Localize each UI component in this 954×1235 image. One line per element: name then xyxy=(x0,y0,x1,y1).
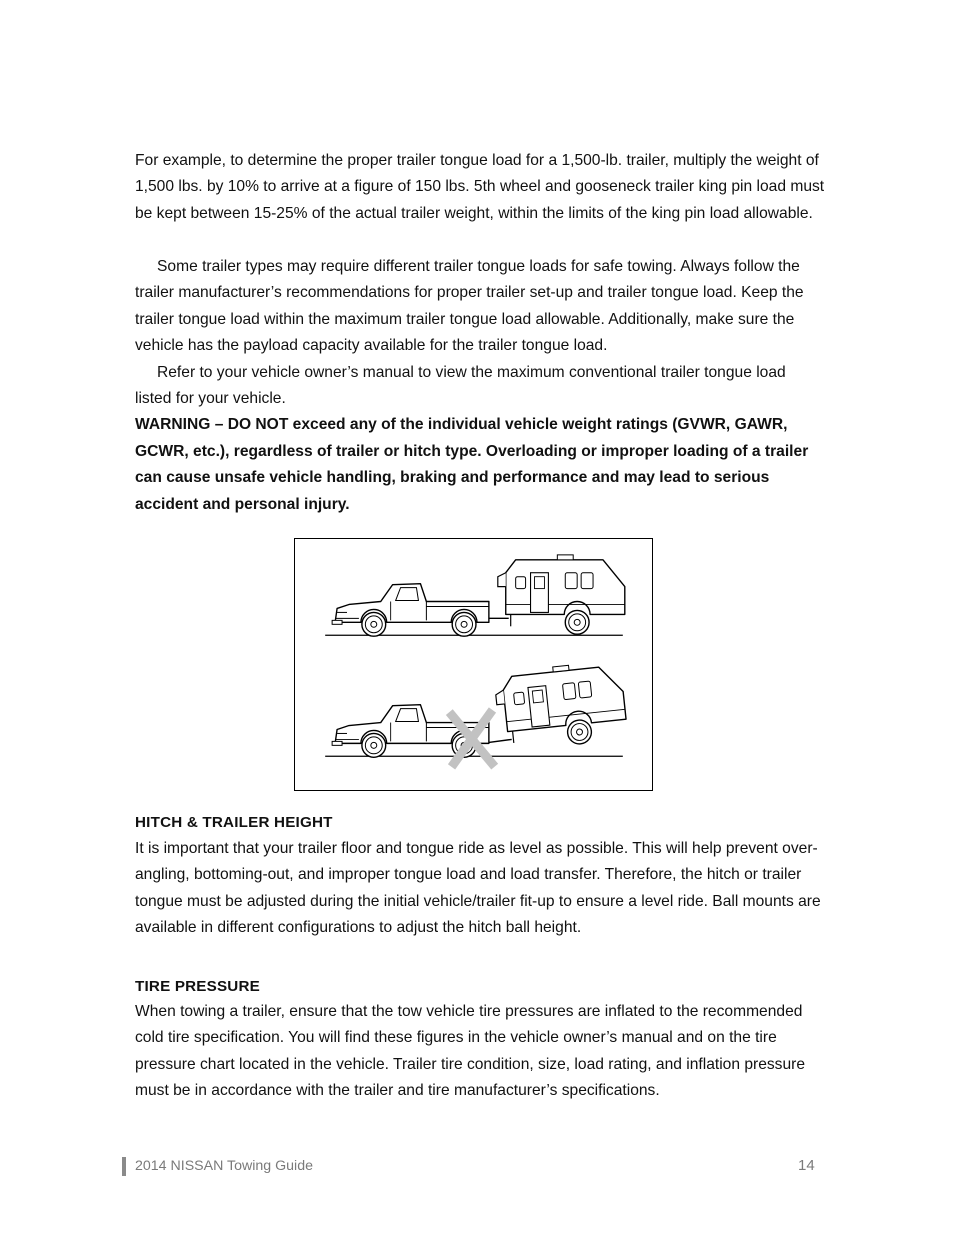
nose-high-trailer-panel xyxy=(325,660,628,763)
paragraph-trailer-types: Some trailer types may require different trailer tongue loads for safe towing. Always follow the trailer manufacturer’s recommendations for proper trailer set-up and trailer tongue load. Keep the trailer tongue load within the maximum trailer tongue load allowable. Additionally, make sure the vehicle has the payload capacity available for the trailer tongue load. xyxy=(135,258,804,355)
footer-title: 2014 NISSAN Towing Guide xyxy=(135,1158,313,1174)
paragraph-tongue-load-example: For example, to determine the proper trailer tongue load for a 1,500-lb. trailer, multiply the weight of 1,500 lbs. by 10% to arrive at a figure of 150 lbs. 5th wheel and gooseneck trailer king pin load must be kept between 15-25% of the actual trailer weight, within the limits of the king pin load allowable. xyxy=(135,152,825,222)
footer-divider xyxy=(122,1157,126,1176)
camper-trailer-icon xyxy=(498,555,625,634)
hitch-icon xyxy=(489,739,512,742)
towing-level-illustration xyxy=(294,538,653,791)
level-trailer-panel xyxy=(325,555,625,636)
hitch-trailer-height-heading: HITCH & TRAILER HEIGHT xyxy=(135,814,333,831)
hitch-trailer-height-paragraph: It is important that your trailer floor and tongue ride as level as possible. This will help prevent over-angling, bottoming-out, and improper tongue load and load transfer. Therefore, the hitch or trailer tongue must be adjusted during the initial vehicle/trailer fit-up to ensure a level ride. Ball mounts are available in different configurations to adjust the hitch ball height. xyxy=(135,840,821,937)
tire-pressure-paragraph: When towing a trailer, ensure that the tow vehicle tire pressures are inflated to the recommended cold tire specification. You will find these figures in the vehicle owner’s manual and on the tire pressure chart located in the vehicle. Trailer tire condition, size, load rating, and inflation pressure must be in accordance with the trailer and tire manufacturer’s specifications. xyxy=(135,1003,806,1100)
page-number: 14 xyxy=(798,1157,815,1174)
pickup-truck-icon xyxy=(332,584,489,637)
tire-pressure-heading: TIRE PRESSURE xyxy=(135,978,260,995)
paragraph-owners-manual: Refer to your vehicle owner’s manual to view the maximum conventional trailer tongue load listed for your vehicle. xyxy=(135,364,786,408)
camper-trailer-icon xyxy=(494,660,629,752)
towing-diagram-svg xyxy=(295,539,652,790)
warning-paragraph: WARNING – DO NOT exceed any of the individual vehicle weight ratings (GVWR, GAWR, GCWR, etc.), regardless of trailer or hitch type. Overloading or improper loading of a trailer can cause unsafe vehicle handling, braking and performance and may lead to serious accident and personal injury. xyxy=(135,416,809,513)
